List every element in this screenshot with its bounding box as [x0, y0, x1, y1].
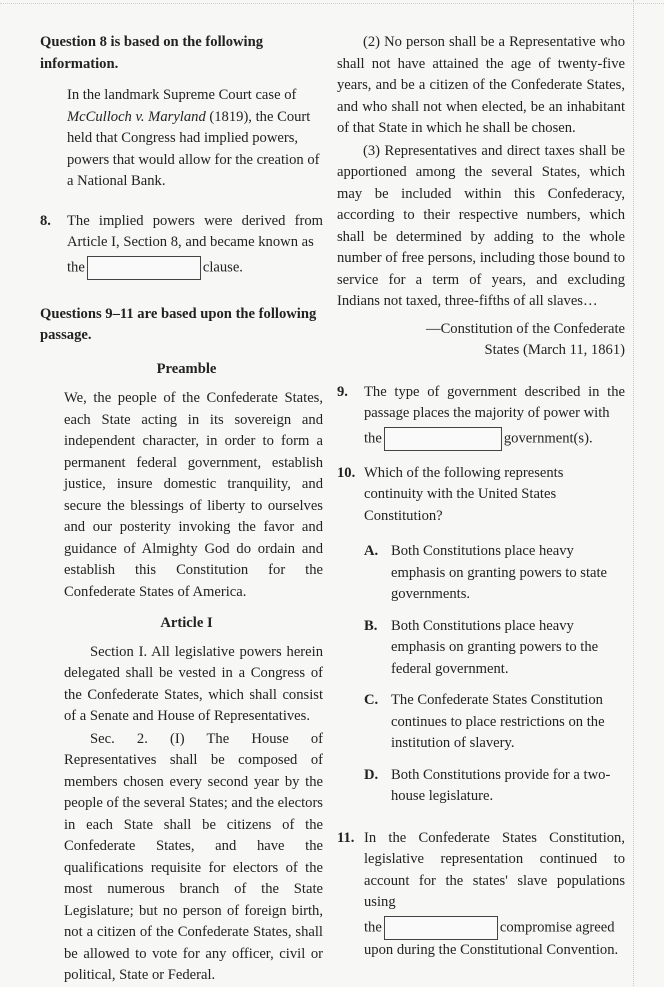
q10-option-a[interactable] — [364, 541, 625, 606]
option-text: Both Constitutions provide for a two-house legislature. — [391, 766, 611, 804]
q9-the: the — [364, 429, 382, 446]
q9-after: government(s). — [503, 429, 593, 446]
q8-header: Question 8 is based on the following information. — [40, 34, 263, 72]
clause-2-text: (2) No person shall be a Representative who shall not have attained the age of twenty-five years, and be a citizen of the Confederate States, and who shall not when elected, be an inhabitant of that State in which he shall be chosen. — [337, 34, 625, 136]
right-column — [337, 28, 625, 961]
question-10 — [337, 463, 625, 808]
option-letter: A. — [364, 543, 379, 559]
q9-11-header: Questions 9–11 are based upon the following passage. — [40, 305, 317, 343]
preamble-text: We, the people of the Confederate States, each State acting in its sovereign and independent character, in order to form a permanent federal government, establish justice, insure domestic tranquility, and secure the blessings of liberty to ourselves and our posterity invoking the favor and guidance of Almighty God do ordain and establish this Constitution for the Confederate States of America. — [64, 390, 323, 600]
top-dotted-edge — [0, 3, 664, 4]
q8-info-pre: In the landmark Supreme Court case of — [67, 87, 297, 103]
q8-after: clause. — [202, 258, 243, 275]
option-letter: C. — [364, 692, 379, 708]
q9-text: The type of government described in the passage places the majority of power with — [364, 383, 625, 421]
q9-fill-line — [364, 427, 625, 451]
option-text: Both Constitutions place heavy emphasis on granting powers to state governments. — [391, 543, 608, 602]
q8-text: The implied powers were derived from Article I, Section 8, and became known as — [67, 212, 323, 250]
section-1-text: Section I. All legislative powers herein delegated shall be vested in a Congress of the Confederate States, which shall consist of a Senate and House of Representatives. — [64, 643, 323, 724]
option-letter: D. — [364, 766, 379, 783]
q8-answer-blank[interactable] — [87, 256, 201, 280]
q10-text: Which of the following represents continuity with the United States Constitution? — [364, 464, 564, 524]
q9-answer-blank[interactable] — [384, 427, 502, 451]
case-name: McCulloch v. Maryland — [67, 108, 206, 125]
q8-info-post: (1819), the Court held that Congress had implied powers, powers that would allow for the creation of a National Bank. — [67, 108, 320, 189]
q11-after: compromise agreed upon during the Constitutional Convention. — [364, 918, 619, 958]
article-title: Article I — [160, 615, 213, 631]
q9-number: 9. — [337, 383, 348, 400]
question-8 — [40, 211, 323, 280]
q11-text: In the Confederate States Constitution, legislative representation continued to account for the states' slave populations using — [364, 829, 625, 910]
q11-fill-line — [364, 916, 625, 962]
citation-line-1: —Constitution of the Confederate — [425, 320, 625, 337]
q8-info — [67, 85, 323, 193]
option-letter: B. — [364, 617, 378, 634]
left-column — [40, 28, 323, 987]
q8-the: the — [67, 258, 85, 275]
clause-3-text: (3) Representatives and direct taxes shall be apportioned among the several States, which may be included within this Confederacy, according to their respective numbers, which shall be determined by adding to the whole number of free persons, including those bound to service for a term of years, and excluding Indians not taxed, three-fifths of all slaves… — [337, 142, 625, 309]
right-dotted-edge — [633, 0, 634, 986]
question-11 — [337, 828, 625, 962]
q11-the: the — [364, 918, 382, 935]
option-text: Both Constitutions place heavy emphasis on granting powers to the federal government. — [391, 617, 599, 677]
preamble-title: Preamble — [156, 360, 217, 377]
q10-option-d[interactable] — [364, 765, 625, 808]
q11-number: 11. — [337, 829, 355, 846]
q8-fill-line — [67, 256, 323, 280]
q10-number: 10. — [337, 464, 356, 481]
q11-answer-blank[interactable] — [384, 916, 498, 940]
option-text: The Confederate States Constitution continues to place restrictions on the institution of slavery. — [391, 692, 605, 751]
citation-line-2: States (March 11, 1861) — [484, 342, 625, 358]
q10-option-c[interactable] — [364, 690, 625, 755]
q8-number: 8. — [40, 212, 51, 229]
question-9 — [337, 382, 625, 451]
q10-option-b[interactable] — [364, 616, 625, 681]
section-2-text: Sec. 2. (I) The House of Representatives shall be composed of members chosen every second year by the people of the several States; and the electors in each State shall be citizens of the Confederate States, and have the qualifications requisite for electors of the most numerous branch of the State Legislature; but no person of foreign birth, not a citizen of the Confederate States, shall be allowed to vote for any officer, civil or political, State or Federal. — [64, 730, 323, 983]
